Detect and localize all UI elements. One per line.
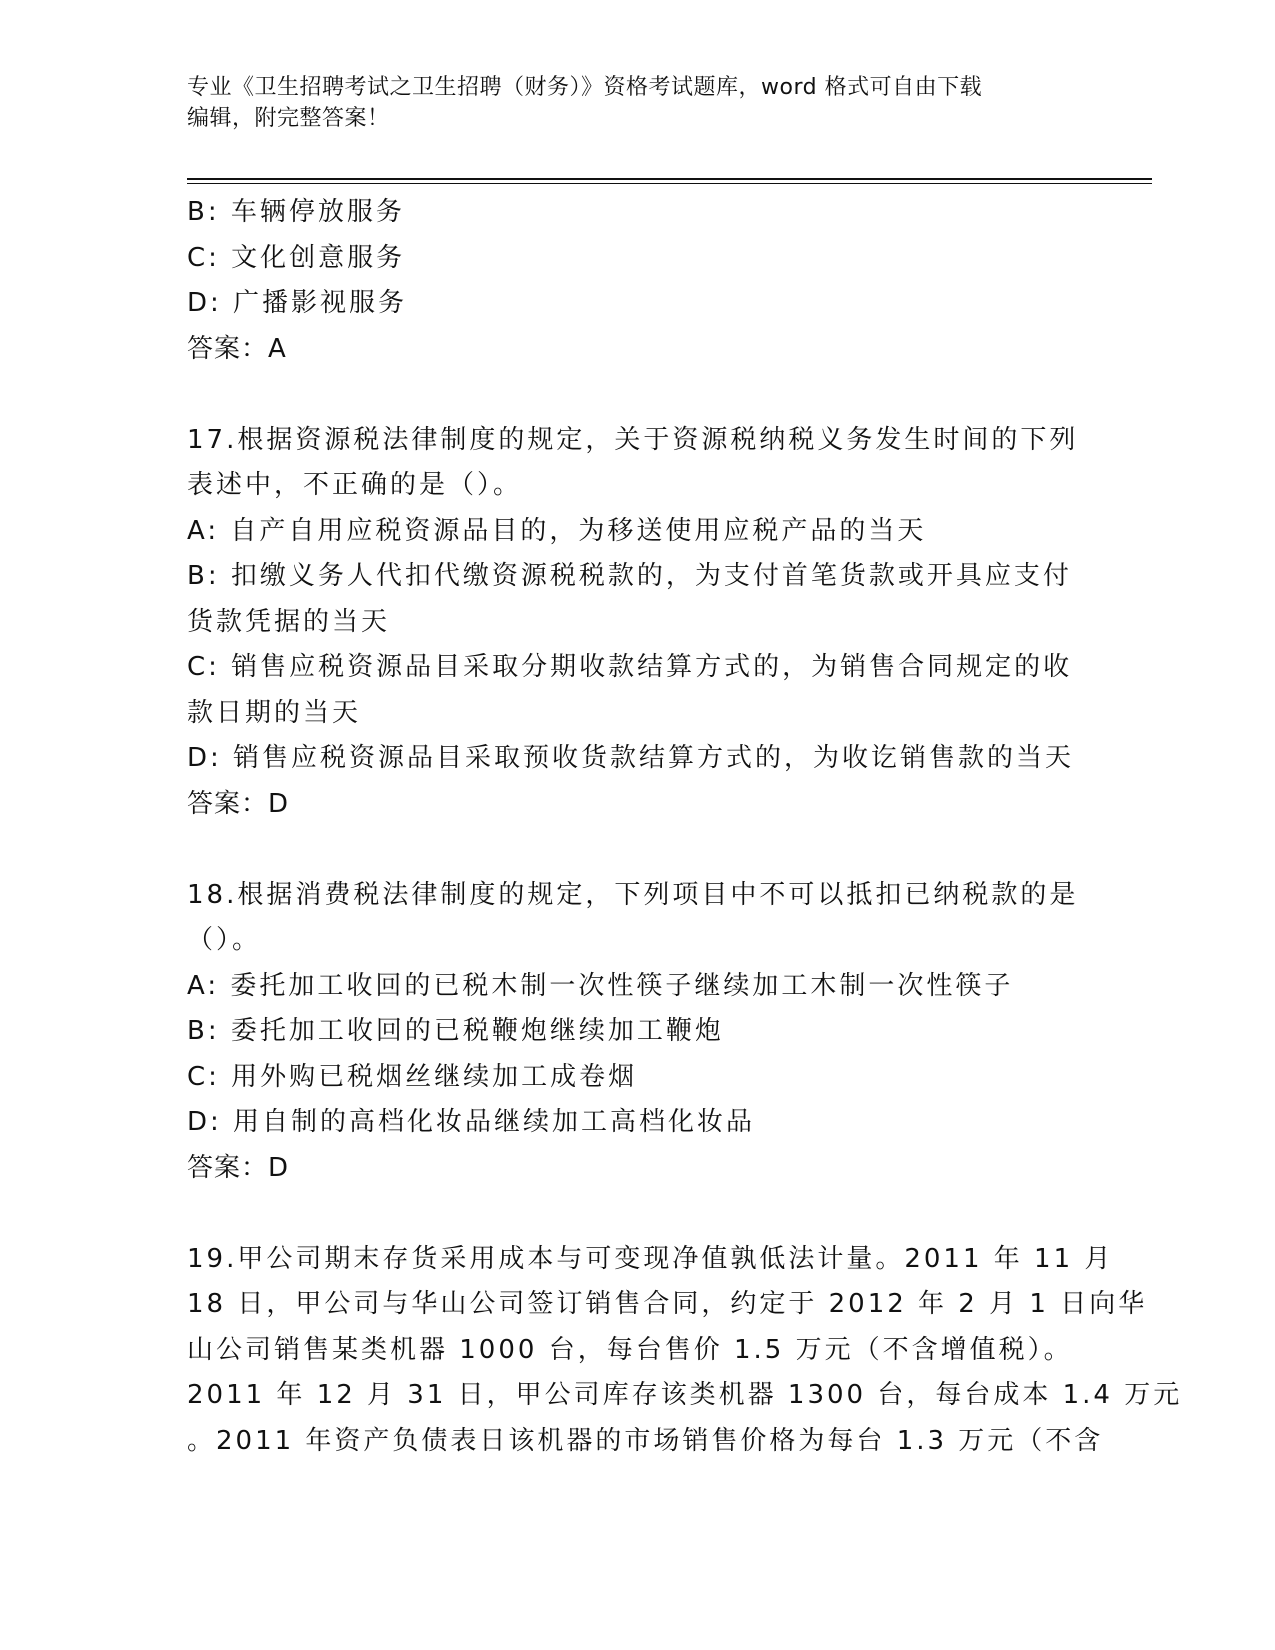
header-divider-thick	[187, 178, 1152, 180]
page-header	[187, 72, 1087, 134]
document-body	[187, 190, 1183, 1464]
option-c: C: 文化创意服务	[187, 242, 406, 273]
spacer	[187, 1191, 1087, 1237]
question-stem-line: 表述中，不正确的是（）。	[187, 470, 523, 500]
question-19	[187, 1237, 1183, 1465]
question-stem-line: 18 日，甲公司与华山公司签订销售合同，约定于 2012 年 2 月 1 日向华	[187, 1289, 1148, 1319]
header-divider-thin	[187, 183, 1152, 184]
answer-line: 答案：D	[187, 788, 290, 819]
option-b: B: 扣缴义务人代扣代缴资源税税款的，为支付首笔货款或开具应支付	[187, 561, 1072, 591]
option-c: C: 用外购已税烟丝继续加工成卷烟	[187, 1061, 638, 1092]
question-17	[187, 418, 1087, 828]
question-stem-line: 19.甲公司期末存货采用成本与可变现净值孰低法计量。2011 年 11 月	[187, 1243, 1114, 1274]
option-d: D: 用自制的高档化妆品继续加工高档化妆品	[187, 1107, 756, 1137]
question-stem-line: 。2011 年资产负债表日该机器的市场销售价格为每台 1.3 万元（不含	[187, 1425, 1104, 1456]
spacer	[187, 372, 1087, 418]
option-d: D: 销售应税资源品目采取预收货款结算方式的，为收讫销售款的当天	[187, 743, 1075, 773]
answer-line: 答案：D	[187, 1152, 290, 1183]
option-b-continued: 货款凭据的当天	[187, 606, 391, 637]
answer-line: 答案：A	[187, 333, 287, 364]
option-a: A: 委托加工收回的已税木制一次性筷子继续加工木制一次性筷子	[187, 970, 1014, 1001]
question-stem-line: 2011 年 12 月 31 日，甲公司库存该类机器 1300 台，每台成本 1.4 万元	[187, 1380, 1183, 1410]
question-16-continued	[187, 190, 1087, 372]
option-d: D: 广播影视服务	[187, 288, 408, 318]
option-b: B: 委托加工收回的已税鞭炮继续加工鞭炮	[187, 1016, 724, 1046]
question-18	[187, 873, 1087, 1192]
question-stem-line: 18.根据消费税法律制度的规定，下列项目中不可以抵扣已纳税款的是	[187, 879, 1079, 910]
header-line-1: 专业《卫生招聘考试之卫生招聘（财务）》资格考试题库，word 格式可自由下载	[187, 75, 983, 100]
question-stem-line: （）。	[187, 925, 262, 955]
question-stem-line: 山公司销售某类机器 1000 台，每台售价 1.5 万元（不含增值税）。	[187, 1334, 1073, 1365]
option-b: B: 车辆停放服务	[187, 197, 405, 227]
spacer	[187, 827, 1087, 873]
question-stem-line: 17.根据资源税法律制度的规定，关于资源税纳税义务发生时间的下列	[187, 424, 1079, 455]
option-a: A: 自产自用应税资源品目的，为移送使用应税产品的当天	[187, 515, 927, 546]
option-c: C: 销售应税资源品目采取分期收款结算方式的，为销售合同规定的收	[187, 652, 1073, 682]
header-line-2: 编辑，附完整答案！	[187, 106, 390, 131]
option-c-continued: 款日期的当天	[187, 697, 362, 728]
